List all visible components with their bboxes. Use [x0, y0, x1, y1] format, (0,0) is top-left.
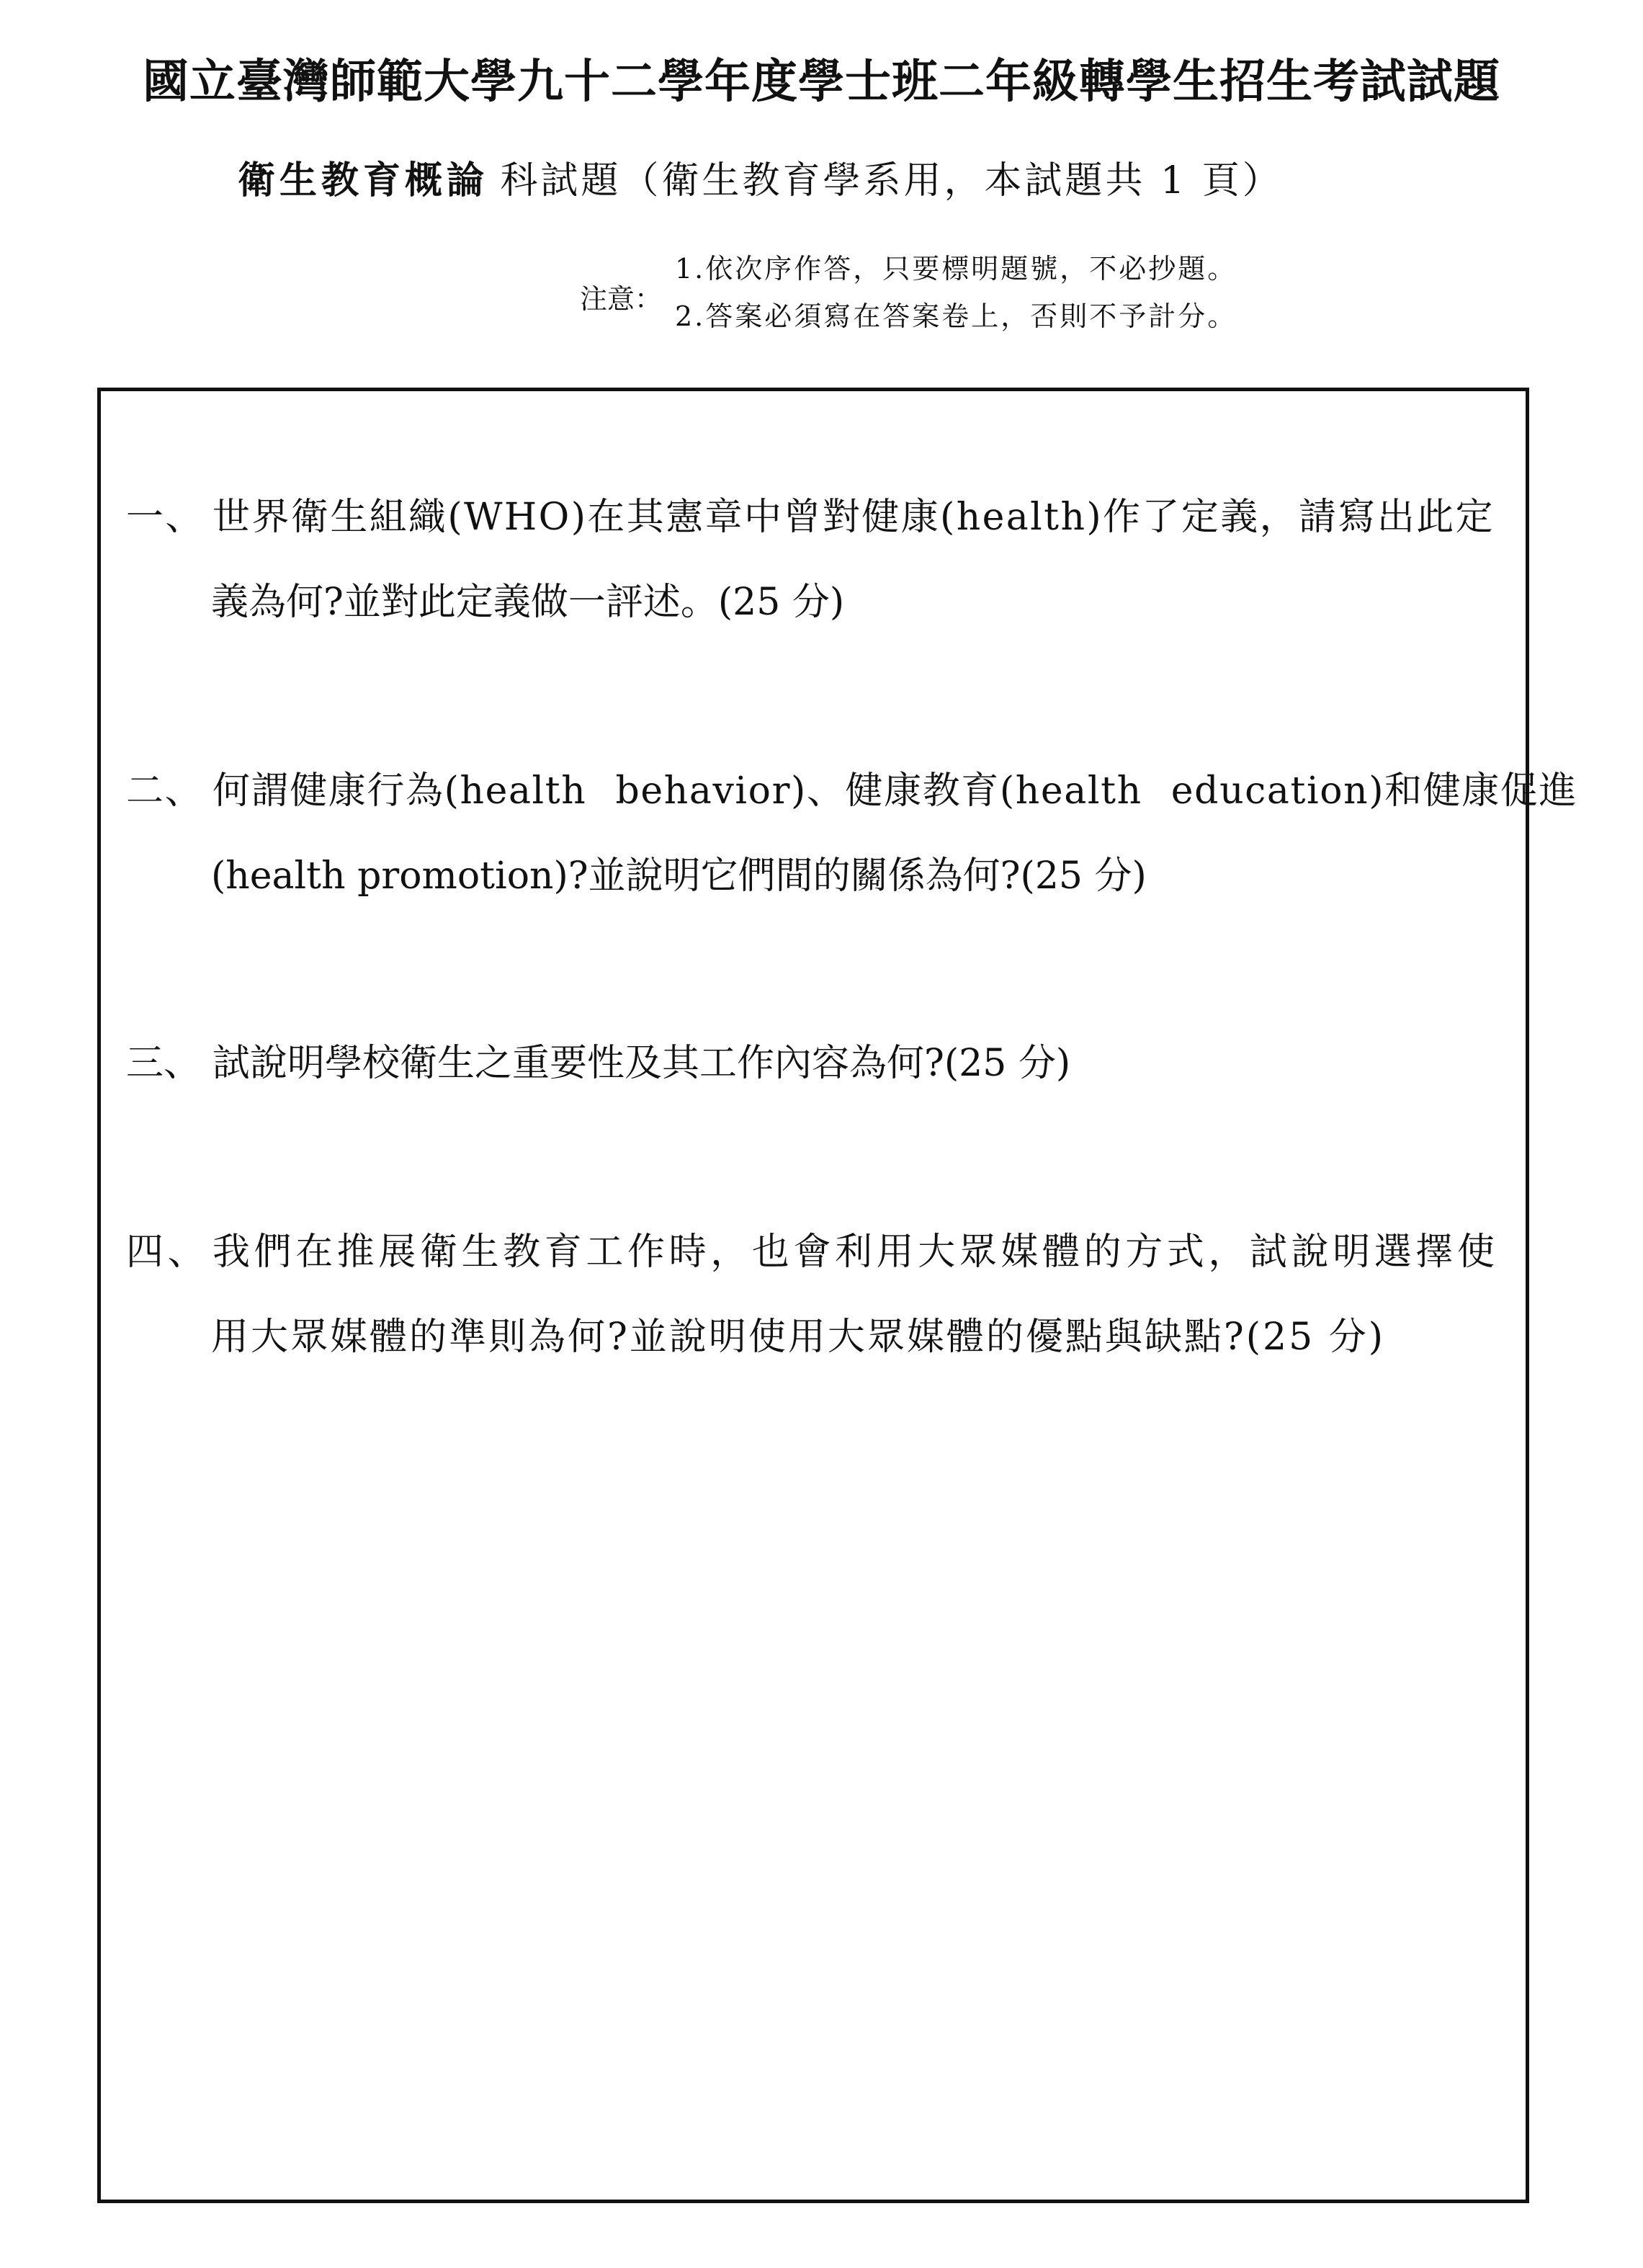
- subject-name: 衛生教育概論: [238, 159, 489, 202]
- exam-title: 國立臺灣師範大學九十二學年度學士班二年級轉學生招生考試試題: [143, 55, 1500, 109]
- exam-subtitle: [238, 150, 1283, 204]
- question-3: [126, 1042, 1070, 1085]
- question-1-number: 一、: [126, 496, 205, 539]
- note-item-1: 1.依次序作答，只要標明題號，不必抄題。: [675, 253, 1237, 285]
- question-2-number: 二、: [126, 769, 204, 813]
- question-1-line-2: 義為何?並對此定義做一評述。(25 分): [211, 581, 845, 624]
- question-2: [126, 769, 1577, 898]
- note-item-2: 2.答案必須寫在答案卷上，否則不予計分。: [675, 300, 1237, 332]
- subtitle-details: 科試題（衛生教育學系用，本試題共 1 頁）: [500, 159, 1283, 202]
- question-1: [126, 496, 1495, 624]
- question-3-line-1: 試說明學校衛生之重要性及其工作內容為何?(25 分): [212, 1042, 1071, 1085]
- notes-label: 注意：: [580, 283, 663, 315]
- question-4-line-1: 我們在推展衛生教育工作時，也會利用大眾媒體的方式，試說明選擇使: [212, 1231, 1499, 1274]
- question-1-line-1: 世界衛生組織(WHO)在其憲章中曾對健康(health)作了定義，請寫出此定: [212, 496, 1495, 539]
- question-2-line-1: 何謂健康行為(health behavior)、健康教育(health education)和健康促進: [212, 769, 1578, 813]
- question-3-number: 三、: [126, 1042, 202, 1085]
- question-4-line-2: 用大眾媒體的準則為何?並說明使用大眾媒體的優點與缺點?(25 分): [211, 1316, 1386, 1359]
- question-4-number: 四、: [126, 1231, 210, 1274]
- question-4: [126, 1231, 1499, 1359]
- question-2-line-2: (health promotion)?並說明它們間的關係為何?(25 分): [211, 854, 1147, 898]
